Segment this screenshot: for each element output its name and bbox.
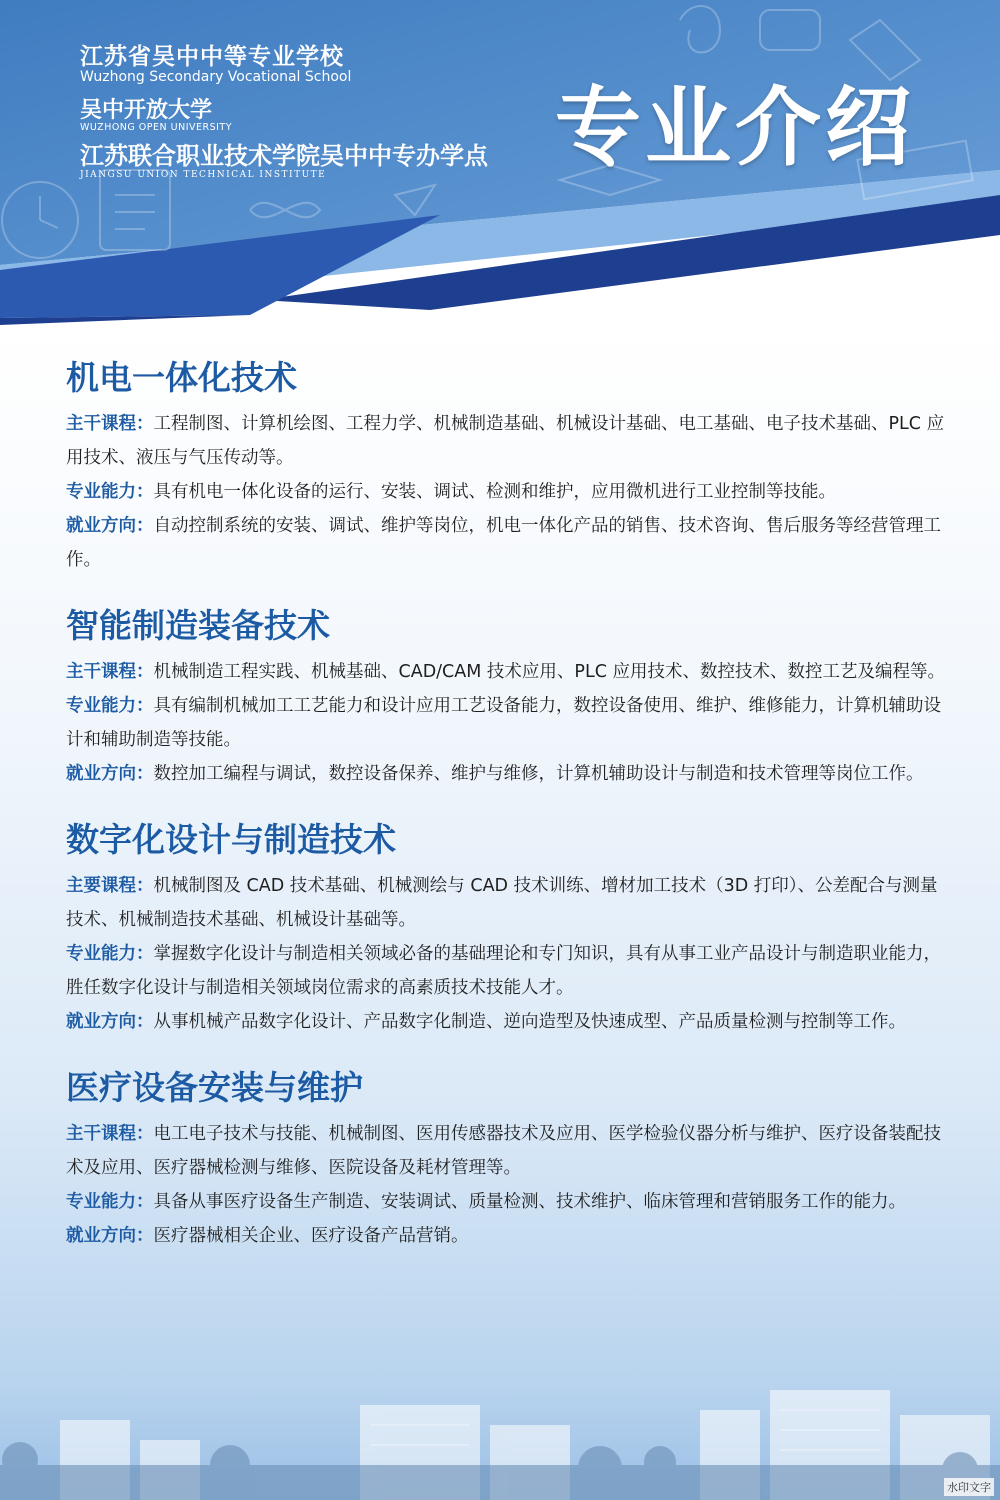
program-item xyxy=(66,407,946,475)
item-label: 就业方向： xyxy=(66,1012,154,1032)
school-name-2: 吴中开放大学 xyxy=(80,98,213,123)
item-label: 专业能力： xyxy=(66,944,154,964)
program-item xyxy=(66,1185,946,1219)
item-label: 就业方向： xyxy=(66,516,154,536)
school-name-1-en: Wuzhong Secondary Vocational School xyxy=(80,69,352,85)
program-item xyxy=(66,1117,946,1185)
program-title: 机电一体化技术 xyxy=(66,358,297,397)
item-text: 机械制造工程实践、机械基础、CAD/CAM 技术应用、PLC 应用技术、数控技术、数控工艺及编程等。 xyxy=(153,662,945,682)
item-text: 机械制图及 CAD 技术基础、机械测绘与 CAD 技术训练、增材加工技术（3D 打印）、公差配合与测量技术、机械制造技术基础、机械设计基础等。 xyxy=(66,876,938,930)
program-item xyxy=(66,757,946,791)
program-item xyxy=(66,509,946,577)
campus-skyline-image xyxy=(0,1380,1000,1500)
program-section xyxy=(66,1065,946,1253)
item-label: 主干课程： xyxy=(66,662,154,682)
program-item xyxy=(66,689,946,757)
page-title: 专业介绍 xyxy=(555,78,915,178)
program-item xyxy=(66,937,946,1005)
item-text: 具备从事医疗设备生产制造、安装调试、质量检测、技术维护、临床管理和营销服务工作的能力。 xyxy=(153,1192,906,1212)
item-label: 专业能力： xyxy=(66,482,154,502)
program-section xyxy=(66,355,946,577)
item-text: 电工电子技术与技能、机械制图、医用传感器技术及应用、医学检验仪器分析与维护、医疗设备装配技术及应用、医疗器械检测与维修、医院设备及耗材管理等。 xyxy=(66,1124,941,1178)
program-title: 数字化设计与制造技术 xyxy=(66,820,396,859)
program-title: 医疗设备安装与维护 xyxy=(66,1068,363,1107)
program-section xyxy=(66,817,946,1039)
item-text: 掌握数字化设计与制造相关领域必备的基础理论和专门知识，具有从事工业产品设计与制造职业能力，胜任数字化设计与制造相关领域岗位需求的高素质技术技能人才。 xyxy=(66,944,941,998)
item-text: 从事机械产品数字化设计、产品数字化制造、逆向造型及快速成型、产品质量检测与控制等工作。 xyxy=(153,1012,906,1032)
item-label: 专业能力： xyxy=(66,1192,154,1212)
item-text: 医疗器械相关企业、医疗设备产品营销。 xyxy=(153,1226,469,1246)
school-name-3-en: JIANGSU UNION TECHNICAL INSTITUTE xyxy=(80,170,327,180)
school-name-3: 江苏联合职业技术学院吴中中专办学点 xyxy=(80,141,488,170)
item-label: 专业能力： xyxy=(66,696,154,716)
school-name-1: 江苏省吴中中等专业学校 xyxy=(80,44,344,70)
item-label: 主要课程： xyxy=(66,876,154,896)
item-label: 就业方向： xyxy=(66,1226,154,1246)
header-banner xyxy=(0,0,1000,330)
program-item xyxy=(66,475,946,509)
item-text: 工程制图、计算机绘图、工程力学、机械制造基础、机械设计基础、电工基础、电子技术基础、PLC 应用技术、液压与气压传动等。 xyxy=(66,414,945,468)
program-item xyxy=(66,1219,946,1253)
item-text: 具有编制机械加工工艺能力和设计应用工艺设备能力，数控设备使用、维护、维修能力，计算机辅助设计和辅助制造等技能。 xyxy=(66,696,941,750)
program-item xyxy=(66,869,946,937)
item-label: 主干课程： xyxy=(66,414,154,434)
school-name-2-en: WUZHONG OPEN UNIVERSITY xyxy=(80,122,233,133)
watermark-text: 水印文字 xyxy=(944,1478,994,1496)
item-text: 数控加工编程与调试，数控设备保养、维护与维修，计算机辅助设计与制造和技术管理等岗位工作。 xyxy=(153,764,924,784)
program-title: 智能制造装备技术 xyxy=(66,606,330,645)
program-item xyxy=(66,1005,946,1039)
item-text: 具有机电一体化设备的运行、安装、调试、检测和维护，应用微机进行工业控制等技能。 xyxy=(153,482,836,502)
item-label: 就业方向： xyxy=(66,764,154,784)
item-label: 主干课程： xyxy=(66,1124,154,1144)
program-list xyxy=(66,355,946,1279)
program-item xyxy=(66,655,946,689)
item-text: 自动控制系统的安装、调试、维护等岗位，机电一体化产品的销售、技术咨询、售后服务等经营管理工作。 xyxy=(66,516,941,570)
program-section xyxy=(66,603,946,791)
